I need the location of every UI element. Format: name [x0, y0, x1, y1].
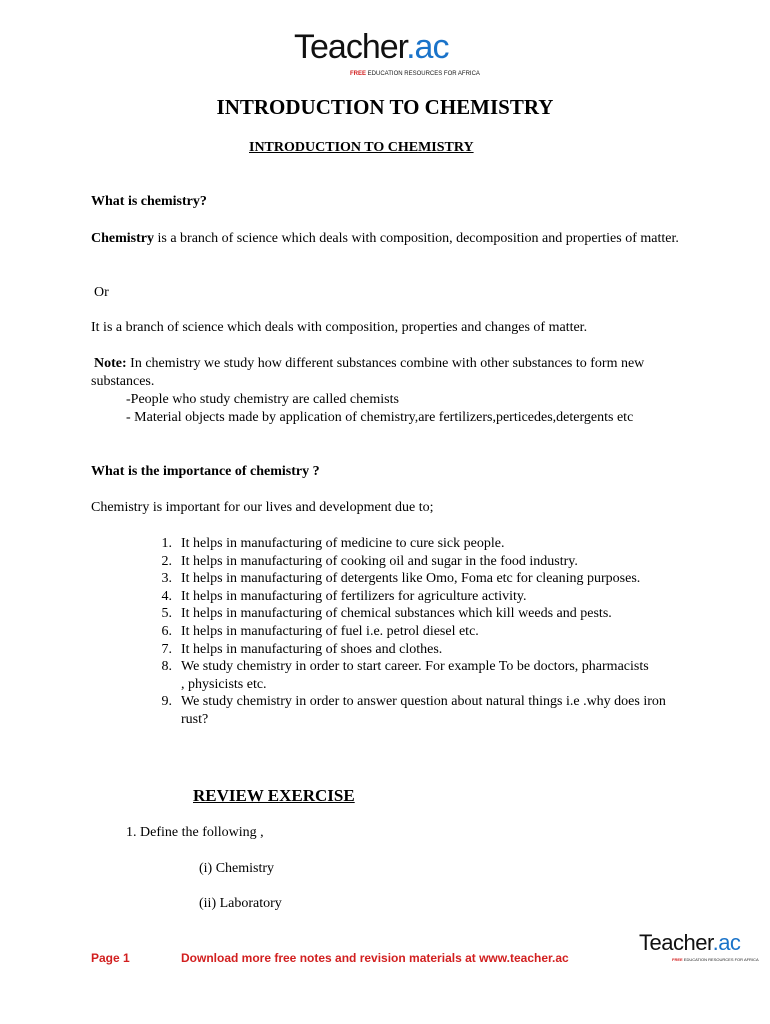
- list-item-number: 9.: [161, 694, 172, 710]
- list-item: [150, 641, 690, 659]
- tagline-free: FREE: [350, 71, 367, 77]
- list-item-number: 6.: [161, 623, 172, 639]
- review-item-laboratory: (ii) Laboratory: [199, 896, 282, 911]
- list-item: [150, 553, 690, 571]
- list-item: [150, 570, 690, 588]
- list-item: [150, 658, 690, 693]
- list-item-number: 2.: [161, 553, 172, 569]
- logo-text-teacher: Teacher: [294, 28, 407, 66]
- definition-alternate: It is a branch of science which deals with composition, properties and changes of matter.: [91, 320, 588, 335]
- list-item-number: 5.: [161, 606, 172, 622]
- question-importance: What is the importance of chemistry ?: [91, 464, 320, 479]
- list-item-text: It helps in manufacturing of shoes and clothes.: [181, 641, 443, 657]
- note-label: Note:: [94, 356, 127, 371]
- list-item-text: It helps in manufacturing of medicine to cure sick people.: [181, 536, 505, 551]
- list-item-text: It helps in manufacturing of fuel i.e. petrol diesel etc.: [181, 623, 479, 639]
- list-item: [150, 605, 690, 623]
- footer-logo-tagline: [672, 957, 759, 962]
- list-item-text: It helps in manufacturing of detergents like Omo, Foma etc for cleaning purposes.: [181, 571, 641, 587]
- note-line-chemists: -People who study chemistry are called chemists: [126, 392, 399, 407]
- list-item-text: It helps in manufacturing of cooking oil and sugar in the food industry.: [181, 553, 578, 569]
- logo-tagline: [350, 70, 480, 78]
- list-item-number: 8.: [161, 659, 172, 675]
- list-item-number: 4.: [161, 588, 172, 604]
- note-line-materials: - Material objects made by application of chemistry,are fertilizers,perticedes,detergents etc: [126, 410, 634, 425]
- list-item-text: We study chemistry in order to start career. For example To be doctors, pharmacists , physicists etc.: [181, 659, 649, 692]
- logo-text-dot: .: [406, 28, 415, 66]
- footer-page-number: Page 1: [91, 951, 130, 965]
- page-subtitle: INTRODUCTION TO CHEMISTRY: [249, 140, 474, 155]
- list-item-number: 7.: [161, 641, 172, 657]
- note-text: In chemistry we study how different substances combine with other substances to form new substances.: [91, 356, 645, 389]
- review-item-chemistry: (i) Chemistry: [199, 861, 275, 876]
- footer-teacher-ac-logo: [639, 931, 740, 955]
- logo-text-ac: ac: [414, 28, 449, 66]
- page-title: INTRODUCTION TO CHEMISTRY: [216, 95, 554, 119]
- review-exercise-heading: REVIEW EXERCISE: [193, 786, 355, 805]
- list-item: [150, 588, 690, 606]
- importance-list: [150, 535, 690, 729]
- question-what-is-chemistry: What is chemistry?: [91, 194, 207, 209]
- or-separator: Or: [94, 285, 109, 300]
- list-item-number: 3.: [161, 571, 172, 587]
- list-item-text: We study chemistry in order to answer question about natural things i.e .why does iron rust?: [181, 694, 666, 727]
- footer-download-note: Download more free notes and revision materials at www.teacher.ac: [181, 951, 569, 965]
- footer-logo-text-dot: .: [712, 930, 719, 955]
- review-question-1: 1. Define the following ,: [126, 825, 264, 840]
- list-item: [150, 693, 690, 728]
- list-item-text: It helps in manufacturing of fertilizers for agriculture activity.: [181, 588, 527, 604]
- footer-tagline-rest: EDUCATION RESOURCES FOR AFRICA: [682, 957, 759, 962]
- footer-tagline-free: FREE: [672, 957, 683, 962]
- list-item: [150, 623, 690, 641]
- note-paragraph: [91, 355, 691, 391]
- definition-term: Chemistry: [91, 231, 154, 246]
- list-item-text: It helps in manufacturing of chemical substances which kill weeds and pests.: [181, 606, 612, 622]
- footer-logo-text-teacher: Teacher: [639, 930, 713, 955]
- teacher-ac-logo: [294, 28, 448, 66]
- importance-intro: Chemistry is important for our lives and development due to;: [91, 500, 434, 515]
- footer-logo-text-ac: ac: [718, 930, 741, 955]
- definition-text: is a branch of science which deals with composition, decomposition and properties of matter.: [154, 231, 679, 246]
- definition-paragraph: [91, 230, 691, 248]
- list-item-number: 1.: [161, 536, 172, 551]
- list-item: [150, 535, 690, 553]
- tagline-rest: EDUCATION RESOURCES FOR AFRICA: [366, 71, 480, 77]
